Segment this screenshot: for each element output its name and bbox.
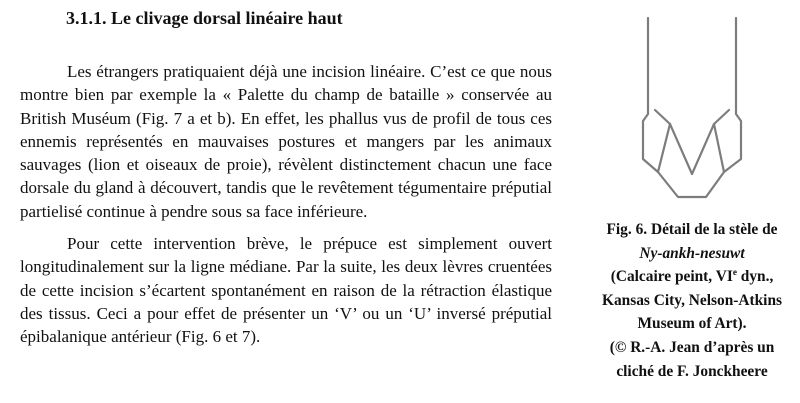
caption-line-1: Fig. 6. Détail de la stèle de — [606, 221, 778, 238]
caption-line-3 — [580, 265, 800, 289]
caption-line-7: cliché de F. Jonckheere — [616, 362, 768, 380]
paragraph-1: Les étrangers pratiquaient déjà une incision linéaire. C’est ce que nous montre bien par exemple la « Palette du champ de bataille » conservée au British Muséum (Fig. 7 a et b). En effet, les phallus vus de profil de tous ces ennemis représentés en mauvaises postures et mangers par les animaux sauvages (lion et oiseaux de proie), révèlent distinctement chacun une face dorsale du gland à découvert, tandis que le revêtement tégumentaire préputial partielisé continue à pendre sous sa face inférieure. — [20, 62, 552, 221]
caption-line-5: Museum of Art). — [637, 315, 747, 333]
caption-line-3-post: dyn., — [736, 268, 774, 286]
body-text — [20, 60, 552, 349]
section-heading — [66, 7, 343, 29]
section-number: 3.1.1. — [66, 8, 107, 28]
caption-superscript: e — [732, 267, 737, 278]
caption-line-4: Kansas City, Nelson-Atkins — [601, 291, 783, 309]
figure-6-drawing — [640, 14, 744, 210]
stele-detail-icon — [640, 14, 744, 210]
section-title: Le clivage dorsal linéaire haut — [111, 8, 343, 28]
caption-line-6: (© R.-A. Jean d’après un — [609, 338, 775, 356]
caption-line-2 — [580, 242, 800, 266]
paragraph-2: Pour cette intervention brève, le prépuce est simplement ouvert longitudinalement sur la ligne médiane. Par la suite, les deux lèvres cruentées de cette incision s’écartent spontanément en raison de la rétraction élastique des tissus. Ceci a pour effet de présenter un ‘V’ ou un ‘U’ inversé préputial épibalanique antérieur (Fig. 6 et 7). — [20, 234, 552, 347]
caption-line-3-pre: (Calcaire peint, VI — [610, 268, 733, 286]
caption-name: Ny-ankh-nesuwt — [639, 244, 745, 262]
figure-caption — [580, 218, 800, 383]
